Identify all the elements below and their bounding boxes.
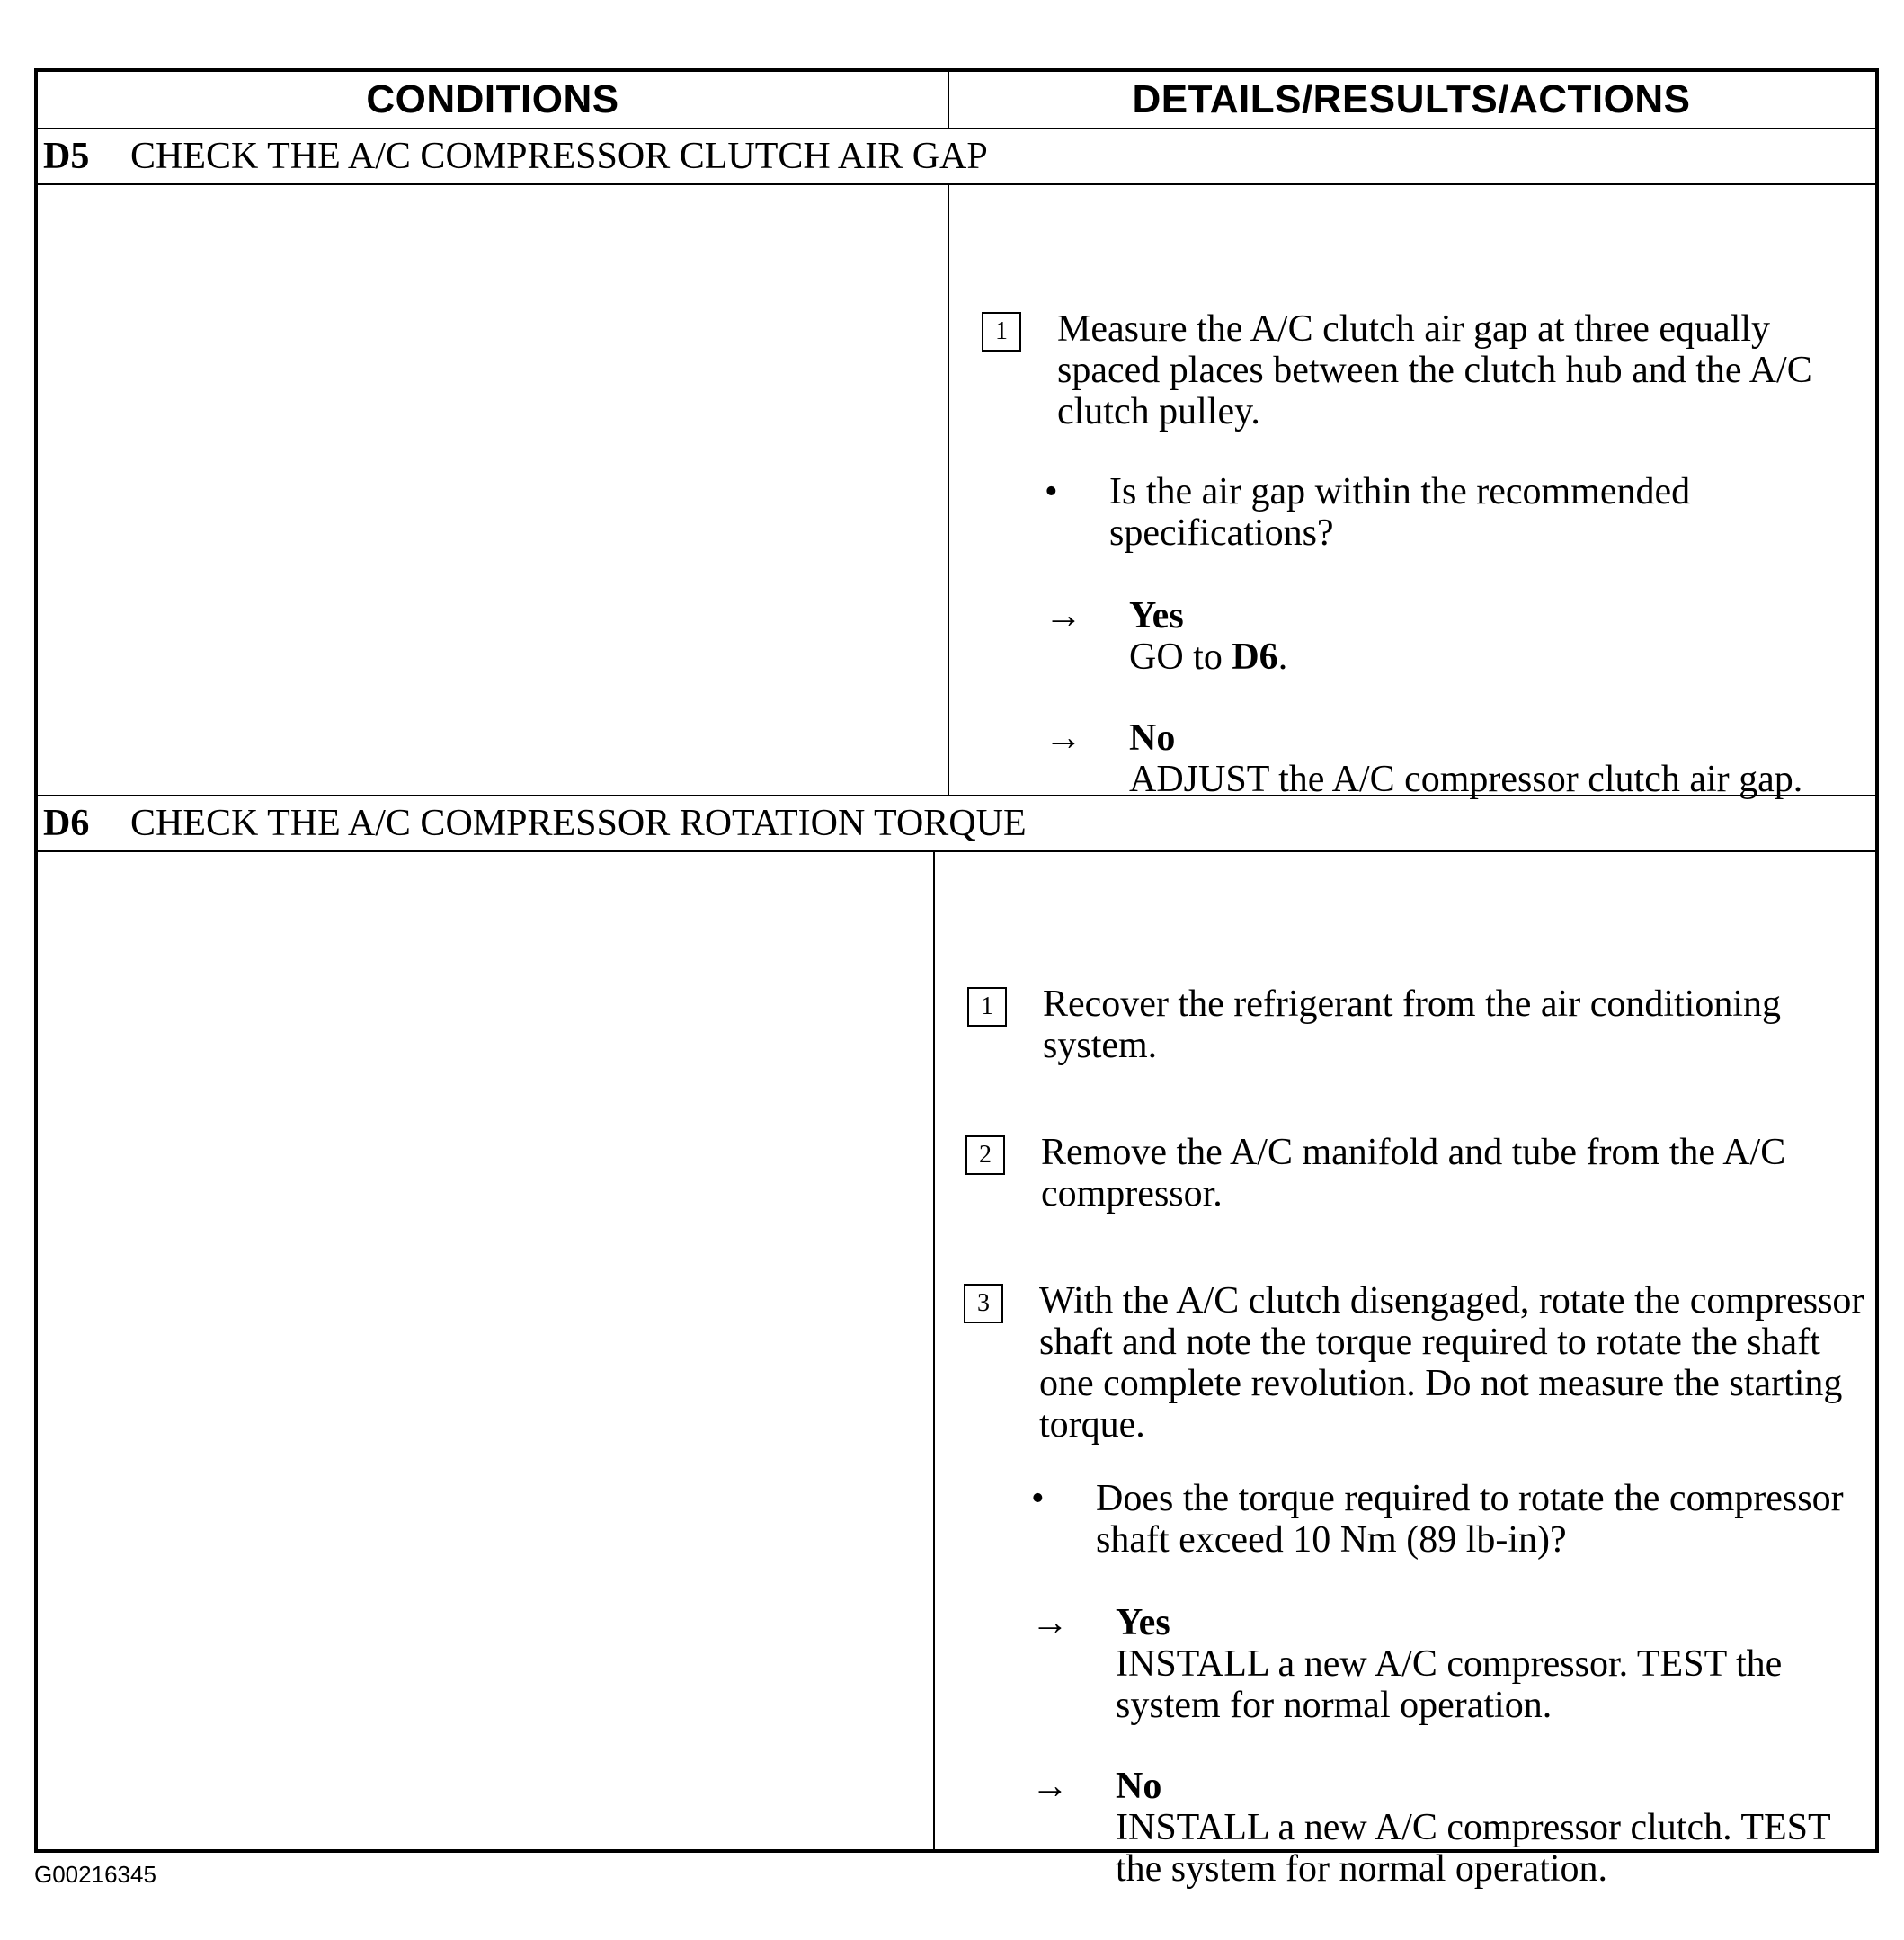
step-text: With the A/C clutch disengaged, rotate the compressor shaft and note the torque required to rotate the shaft one complete revolution. Do not measure the starting torque. <box>1039 1280 1864 1446</box>
yes-target: D6 <box>1232 636 1278 678</box>
yes-text: INSTALL a new A/C compressor. TEST the system for normal operation. <box>1116 1643 1783 1726</box>
d6-no-branch <box>1031 1766 1858 1890</box>
arrow-right-icon: → <box>1031 1602 1069 1643</box>
d5-question <box>1045 471 1782 554</box>
d6-step-1 <box>967 983 1866 1066</box>
arrow-right-icon: → <box>1045 717 1082 759</box>
d6-step-2 <box>965 1132 1864 1215</box>
step-number-box: 3 <box>964 1284 1003 1323</box>
d5-heading-rule <box>38 183 1875 185</box>
no-text: ADJUST the A/C compressor clutch air gap. <box>1129 759 1803 800</box>
arrow-right-icon: → <box>1031 1766 1069 1807</box>
step-number-box: 1 <box>982 312 1021 352</box>
d5-column-divider <box>948 183 949 795</box>
d5-no-branch <box>1045 717 1854 800</box>
d6-heading <box>43 796 1027 850</box>
arrow-right-icon: → <box>1045 595 1082 636</box>
d6-title: CHECK THE A/C COMPRESSOR ROTATION TORQUE <box>130 803 1027 844</box>
step-number-box: 1 <box>967 987 1007 1027</box>
yes-text-after: . <box>1277 636 1288 678</box>
d5-step-1 <box>982 308 1854 432</box>
no-text: INSTALL a new A/C compressor clutch. TEST the system for normal operation. <box>1116 1807 1830 1890</box>
d6-column-divider <box>933 850 935 1853</box>
figure-id: G00216345 <box>34 1861 156 1888</box>
no-label: No <box>1116 1766 1162 1807</box>
d5-heading <box>43 129 988 183</box>
step-text: Remove the A/C manifold and tube from the A/C compressor. <box>1041 1132 1786 1215</box>
bullet-icon: • <box>1045 471 1058 512</box>
d6-question <box>1031 1478 1858 1561</box>
yes-label: Yes <box>1116 1602 1170 1643</box>
yes-label: Yes <box>1129 595 1184 636</box>
question-text: Does the torque required to rotate the compressor shaft exceed 10 Nm (89 lb-in)? <box>1096 1478 1844 1561</box>
d5-title: CHECK THE A/C COMPRESSOR CLUTCH AIR GAP <box>130 136 988 177</box>
bullet-icon: • <box>1031 1478 1045 1519</box>
step-text: Recover the refrigerant from the air conditioning system. <box>1043 983 1782 1066</box>
conditions-header: CONDITIONS <box>366 77 619 121</box>
step-text: Measure the A/C clutch air gap at three equally spaced places between the clutch hub and the A/C clutch pulley. <box>1057 308 1812 432</box>
d6-heading-rule <box>38 850 1875 852</box>
d5-code: D5 <box>43 136 90 177</box>
step-number-box: 2 <box>965 1135 1005 1175</box>
d6-step-3 <box>964 1280 1867 1446</box>
header-divider <box>948 72 949 128</box>
question-text: Is the air gap within the recommended specifications? <box>1109 471 1691 554</box>
d6-code: D6 <box>43 803 90 844</box>
details-header: DETAILS/RESULTS/ACTIONS <box>1132 77 1691 121</box>
yes-text-before: GO to <box>1129 636 1232 678</box>
d6-yes-branch <box>1031 1602 1858 1726</box>
no-label: No <box>1129 717 1176 759</box>
d5-yes-branch <box>1045 595 1854 678</box>
